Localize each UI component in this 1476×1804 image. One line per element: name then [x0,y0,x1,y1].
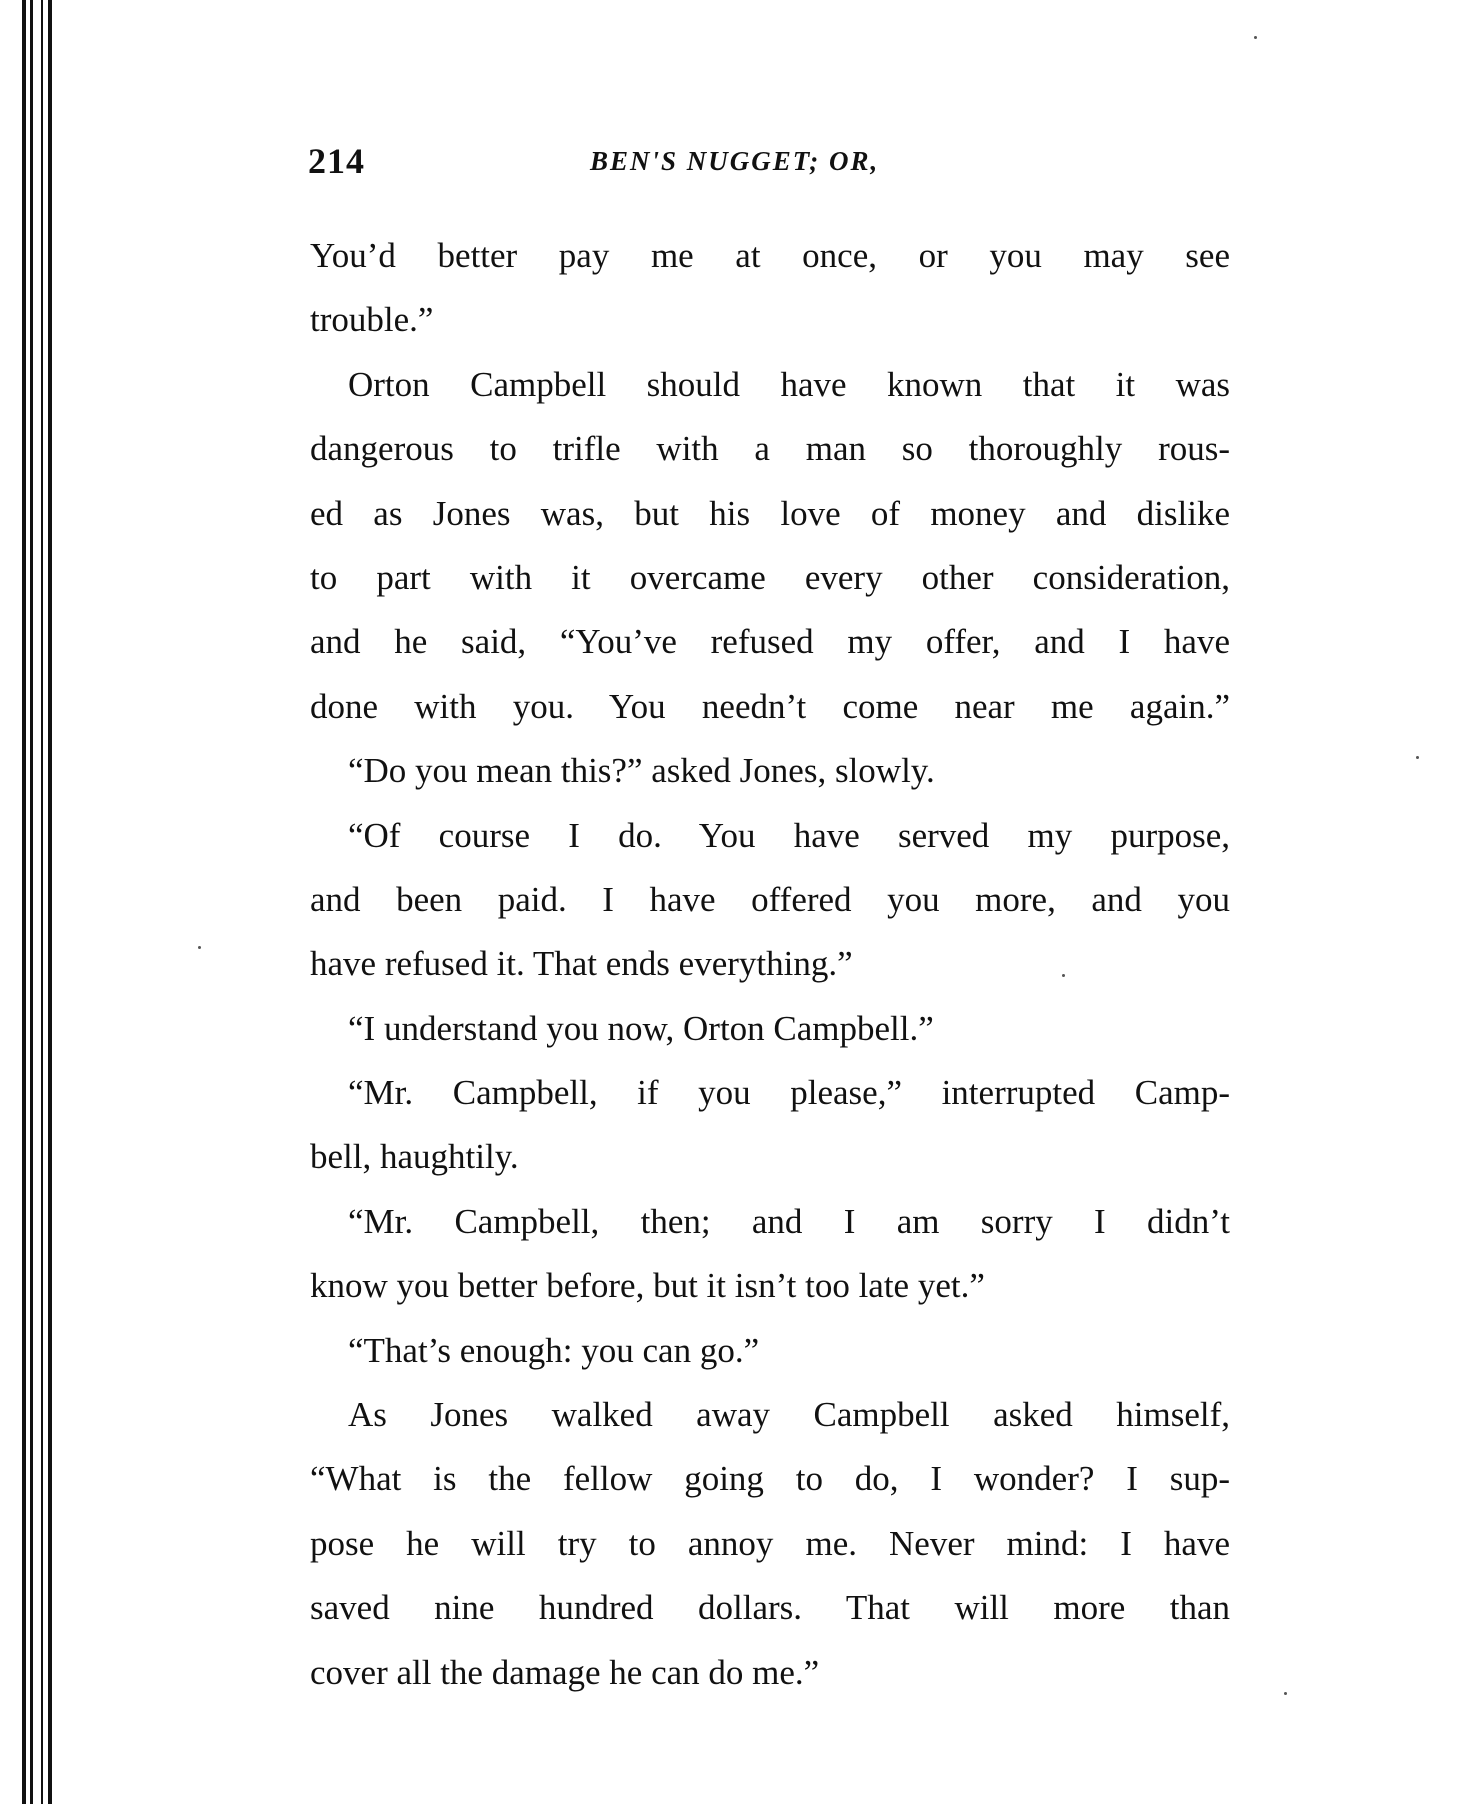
text-line: trouble.” [310,300,434,340]
page-header [308,140,1243,190]
text-line: and he said, “You’ve refused my offer, and I have [310,622,1230,662]
paper-speck [1416,756,1419,759]
text-line: done with you. You needn’t come near me again.” [310,686,1230,726]
binding-line [22,0,26,1804]
body-text [310,224,1230,1705]
running-title: BEN'S NUGGET; OR, [590,146,880,176]
text-line: to part with it overcame every other consideration, [310,557,1230,597]
text-line: know you better before, but it isn’t too late yet.” [310,1266,985,1306]
text-line: “What is the fellow going to do, I wonder? I sup- [310,1459,1230,1499]
text-line: “Mr. Campbell, if you please,” interrupted Camp- [348,1073,1230,1113]
paper-speck [198,946,201,949]
page-number: 214 [308,141,365,181]
text-line: “I understand you now, Orton Campbell.” [348,1008,934,1048]
text-line: pose he will try to annoy me. Never mind: I have [310,1523,1230,1563]
text-line: cover all the damage he can do me.” [310,1652,820,1692]
text-line: As Jones walked away Campbell asked himself, [348,1395,1230,1435]
text-line: dangerous to trifle with a man so thoroughly rous- [310,429,1230,469]
paper-speck [1254,36,1257,39]
text-line: “Do you mean this?” asked Jones, slowly. [348,751,935,791]
text-line: “Mr. Campbell, then; and I am sorry I didn’t [348,1201,1230,1241]
text-line: “That’s enough: you can go.” [348,1330,760,1370]
text-line: You’d better pay me at once, or you may see [310,236,1230,275]
text-line: have refused it. That ends everything.” [310,944,853,984]
text-line: saved nine hundred dollars. That will more than [310,1588,1230,1628]
text-line: bell, haughtily. [310,1137,519,1177]
paper-speck [1284,1692,1287,1695]
binding-line [30,0,33,1804]
text-line: “Of course I do. You have served my purpose, [348,815,1230,855]
text-line: Orton Campbell should have known that it was [348,364,1230,404]
binding-line [48,0,52,1804]
binding-edge [0,0,60,1804]
binding-line [41,0,43,1804]
text-line: and been paid. I have offered you more, and you [310,879,1230,919]
text-line: ed as Jones was, but his love of money and dislike [310,493,1230,533]
